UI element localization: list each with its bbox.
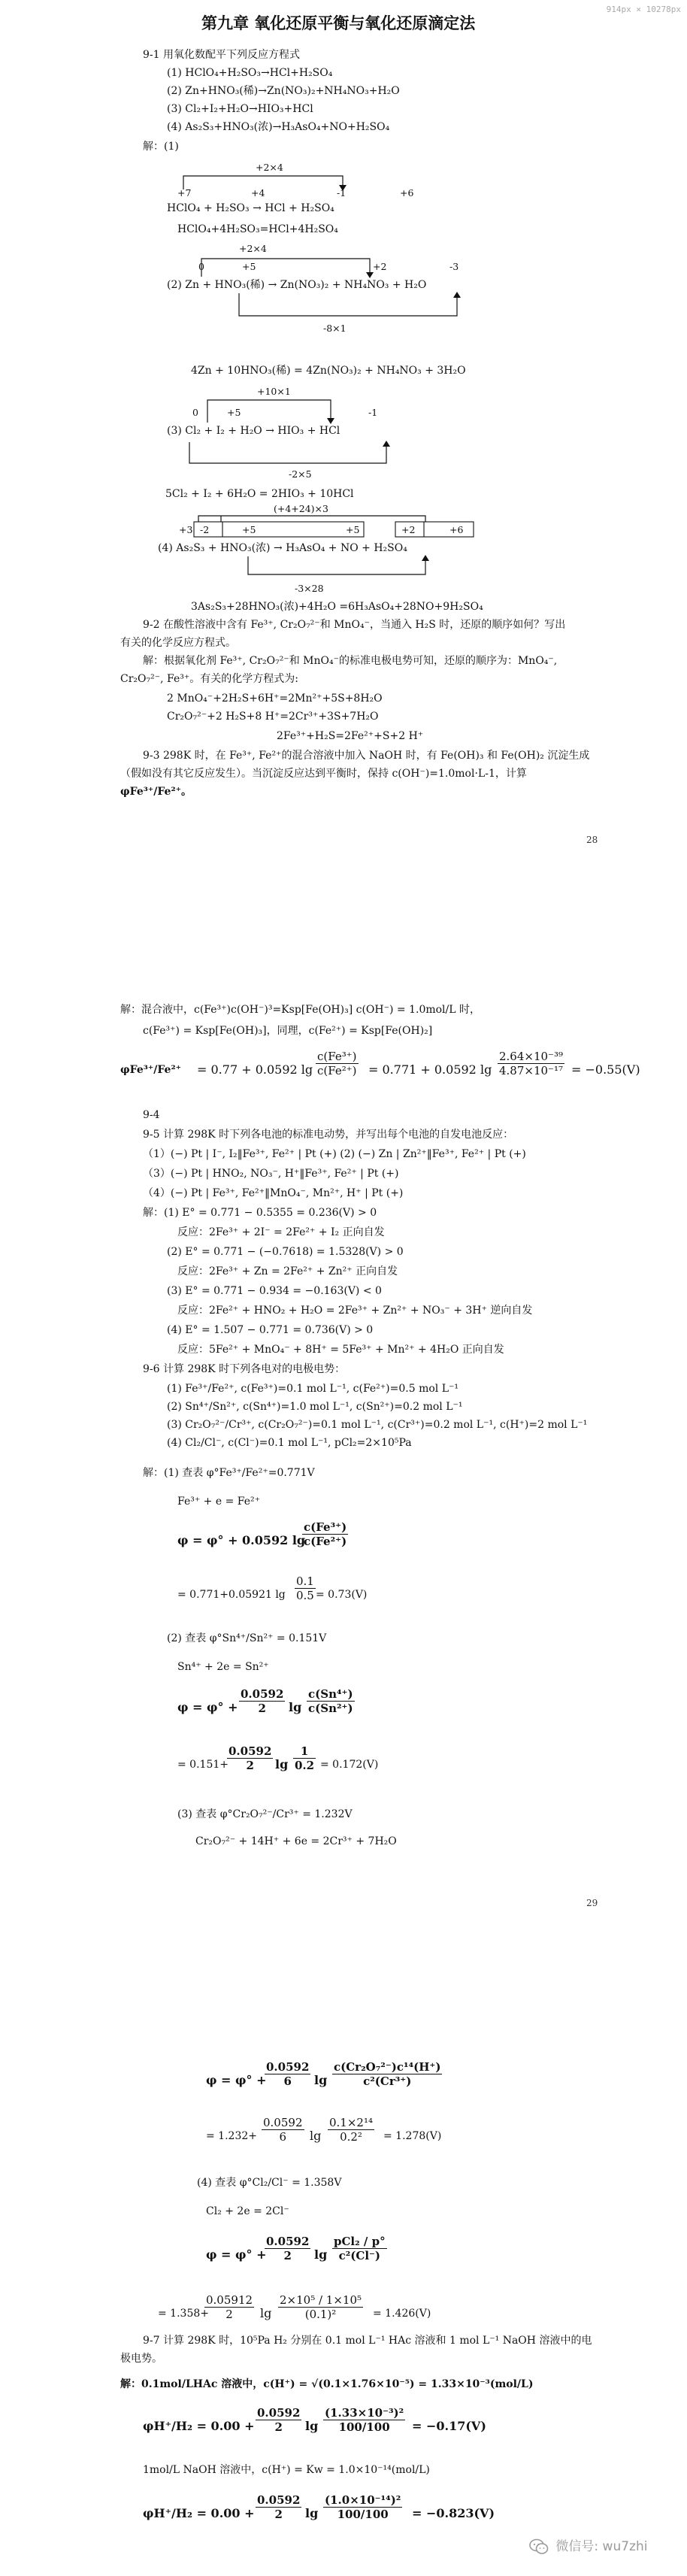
s4-coef-den: 2 [283,2249,292,2262]
e2-ox-3: +2 [373,261,387,272]
q93-line-2: （假如没有其它反应发生）。当沉淀反应达到平衡时，保持 c(OH⁻)=1.0mol·L-1，计算 [120,768,527,780]
sol93-frac-a-num: c(Fe³⁺) [317,1050,357,1063]
page-break-2 [0,1925,687,2038]
q97-p2-coef-den: 2 [274,2508,283,2521]
e4-ox-2: -2 [200,524,210,535]
e3-equation: (3) Cl₂ + I₂ + H₂O → HIO₃ + HCl [167,425,340,437]
e1-equation: HClO₄ + H₂SO₃ → HCl + H₂SO₄ [167,202,334,214]
q92-line-1: 9-2 在酸性溶液中含有 Fe³⁺, Cr₂O₇²⁻和 MnO₄⁻，当通入 H₂S 时，还原的顺序如何？写出 [143,619,566,631]
q91-item-3: (3) Cl₂+I₂+H₂O→HIO₃+HCl [167,103,313,115]
q92-rx-2: Cr₂O₇²⁻+2 H₂S+8 H⁺=2Cr³⁺+3S+7H₂O [167,711,379,723]
sol93-frac-a-den: c(Fe²⁺) [317,1064,357,1077]
q95-rx-2: 反应：2Fe³⁺ + Zn = 2Fe²⁺ + Zn²⁺ 正向自发 [177,1265,398,1277]
s3-lg: lg [314,2073,328,2087]
s4-coef [265,2235,310,2262]
s1-head: 解：(1) 查表 φ°Fe³⁺/Fe²⁺=0.771V [143,1467,315,1479]
q97-p1-coef-den: 2 [274,2420,283,2434]
s3-reaction: Cr₂O₇²⁻ + 14H⁺ + 6e = 2Cr³⁺ + 7H₂O [195,1835,397,1847]
s2-calc-coef-den: 2 [246,1759,254,1772]
s3-calc-den: 0.2² [340,2130,362,2144]
s2-coef-den: 2 [258,1702,266,1715]
e4-bottom-label: -3×28 [295,583,324,594]
s1-reaction: Fe³⁺ + e = Fe²⁺ [177,1496,261,1508]
s1-result: = 0.73(V) [316,1589,368,1601]
page-number-28: 28 [586,835,598,845]
e3-ox-2: +5 [227,407,241,418]
e1-balanced: HClO₄+4H₂SO₃=HCl+4H₂SO₄ [177,223,338,235]
q97-p1-result: = −0.17(V) [412,2419,486,2433]
q96-item-1: (1) Fe³⁺/Fe²⁺, c(Fe³⁺)=0.1 mol L⁻¹, c(Fe²⁺)=0.5 mol L⁻¹ [167,1383,459,1395]
sol93-line-2: c(Fe³⁺) = Ksp[Fe(OH)₃]，同理，c(Fe²⁺) = Ksp[Fe(OH)₂] [143,1025,433,1037]
s3-coef-num: 0.0592 [266,2060,310,2074]
sol93-eq-b: = 0.771 + 0.0592 lg [368,1062,492,1077]
s3-calc-coef-num: 0.0592 [263,2116,303,2129]
e3-ox-3: -1 [368,407,378,418]
q97-p1-coef [256,2406,301,2434]
q97-p1-lg: lg [305,2419,319,2433]
e4-top-label: (+4+24)×3 [274,503,328,514]
s1-calc: = 0.771+0.05921 lg [177,1589,286,1601]
s1-calc-den: 0.5 [296,1589,314,1602]
q92-rx-1: 2 MnO₄⁻+2H₂S+6H⁺=2Mn²⁺+5S+8H₂O [167,692,383,705]
s2-coef-num: 0.0592 [241,1687,284,1701]
e1-top-label: +2×4 [256,162,283,173]
e4-ox-5: +2 [401,524,416,535]
q97-line-1: 9-7 计算 298K 时，10⁵Pa H₂ 分别在 0.1 mol L⁻¹ HAc 溶液和 1 mol L⁻¹ NaOH 溶液中的电 [143,2335,592,2347]
s4-eq: φ = φ° + [206,2247,267,2262]
s4-head: (4) 查表 φ°Cl₂/Cl⁻ = 1.358V [197,2177,342,2189]
s2-calc-coef-num: 0.0592 [228,1744,272,1758]
q97-p1: φH⁺/H₂ = 0.00 + [143,2419,255,2433]
q97-p1-num: (1.33×10⁻³)² [325,2406,404,2420]
e1-ox-1: +7 [177,187,192,199]
e1-ox-4: +6 [400,187,414,199]
s3-result: = 1.278(V) [383,2130,442,2142]
s3-calc: = 1.232+ [206,2130,257,2142]
s2-frac-den: c(Sn²⁺) [308,1702,353,1715]
e2-ox-2: +5 [242,261,256,272]
sol93-eq-c: = −0.55(V) [571,1062,640,1077]
q95-ans-4: (4) E° = 1.507 − 0.771 = 0.736(V) > 0 [167,1324,374,1336]
s2-calc-coef [227,1744,273,1772]
q97-p2-num: (1.0×10⁻¹⁴)² [325,2493,401,2507]
watermark-text: 微信号: wu7zhi [555,2539,648,2554]
s2-calc-num: 1 [293,1744,316,1759]
s3-frac-den: c²(Cr³⁺) [363,2074,412,2088]
s4-calc-num: 2×10⁵ / 1×10⁵ [280,2293,362,2307]
q97-p2-result: = −0.823(V) [412,2506,495,2520]
q92-ans-1: 解：根据氧化剂 Fe³⁺, Cr₂O₇²⁻和 MnO₄⁻的标准电极电势可知，还原的顺序为：MnO₄⁻, [143,655,558,667]
s3-frac-num: c(Cr₂O₇²⁻)c¹⁴(H⁺) [334,2060,441,2074]
s2-eq: φ = φ° + [177,1700,238,1714]
q91-item-4: (4) As₂S₃+HNO₃(浓)→H₃AsO₄+NO+H₂SO₄ [167,121,390,133]
dimension-label: 914px × 10278px [606,5,681,14]
q96-head: 9-6 计算 298K 时下列各电对的电极电势： [143,1363,346,1375]
e4-ox-3: +5 [242,524,256,535]
sol93-frac-b-den: 4.87×10⁻¹⁷ [499,1064,563,1077]
q95-ans-2: (2) E° = 0.771 − (−0.7618) = 1.5328(V) > 0 [167,1246,404,1258]
q95-cell-1-2: （1）(−) Pt | I⁻, I₂‖Fe³⁺, Fe²⁺ | Pt (+) (2) (−) Zn | Zn²⁺‖Fe³⁺, Fe²⁺ | Pt (+) [143,1148,526,1160]
wechat-watermark [529,2535,647,2555]
s3-calc-num: 0.1×2¹⁴ [329,2116,373,2129]
s3-coef-den: 6 [283,2074,292,2088]
s1-frac [302,1520,348,1548]
q97-p2: φH⁺/H₂ = 0.00 + [143,2506,255,2520]
s4-calc-coef [204,2293,254,2321]
s4-calc-coef-den: 2 [225,2308,233,2321]
q95-cell-3: （3）(−) Pt | HNO₂, NO₃⁻, H⁺‖Fe³⁺, Fe²⁺ | Pt (+) [143,1168,399,1180]
s2-calc-frac [293,1744,316,1772]
s4-frac-den: c²(Cl⁻) [338,2249,381,2262]
q97-ans-2: 1mol/L NaOH 溶液中，c(H⁺) = Kw = 1.0×10⁻¹⁴(mol/L) [143,2464,430,2476]
page-number-29: 29 [586,1898,598,1908]
s4-calc-coef-num: 0.05912 [206,2293,253,2307]
e2-balanced: 4Zn + 10HNO₃(稀) = 4Zn(NO₃)₂ + NH₄NO₃ + 3H₂O [191,365,466,377]
s4-reaction: Cl₂ + 2e = 2Cl⁻ [206,2205,289,2217]
s4-lg: lg [314,2247,328,2262]
q96-item-3: (3) Cr₂O₇²⁻/Cr³⁺, c(Cr₂O₇²⁻)=0.1 mol L⁻¹, c(Cr³⁺)=0.2 mol L⁻¹, c(H⁺)=2 mol L⁻¹ [167,1419,588,1431]
s2-frac-num: c(Sn⁴⁺) [308,1687,353,1701]
s1-frac-den: c(Fe²⁺) [304,1535,347,1548]
q91-item-1: (1) HClO₄+H₂SO₃→HCl+H₂SO₄ [167,67,333,79]
q91-head: 9-1 用氧化数配平下列反应方程式 [143,49,300,61]
q97-p1-coef-num: 0.0592 [257,2406,301,2420]
page-break-1 [0,857,687,985]
sol93-frac-b-num: 2.64×10⁻³⁹ [499,1050,563,1063]
s1-calc-frac [295,1574,316,1602]
s2-head: (2) 查表 φ°Sn⁴⁺/Sn²⁺ = 0.151V [167,1632,327,1644]
q95-cell-4: （4）(−) Pt | Fe³⁺, Fe²⁺‖MnO₄⁻, Mn²⁺, H⁺ | Pt (+) [143,1187,404,1199]
sol93-line-1: 解：混合液中，c(Fe³⁺)c(OH⁻)³=Ksp[Fe(OH)₃] c(OH⁻) = 1.0mol/L 时， [120,1004,481,1016]
e2-ox-4: -3 [449,261,459,272]
s2-calc-den: 0.2 [295,1759,315,1772]
q95-head: 9-5 计算 298K 时下列各电池的标准电动势，并写出每个电池的自发电池反应： [143,1129,514,1141]
q97-line-2: 极电势。 [120,2353,162,2365]
s1-eq: φ = φ° + 0.0592 lg [177,1533,306,1547]
s2-calc: = 0.151+ [177,1759,228,1771]
s4-calc-den: (0.1)² [304,2308,337,2321]
s3-frac [332,2060,442,2088]
s2-frac [307,1687,355,1715]
q95-ans-3: (3) E° = 0.771 − 0.934 = −0.163(V) < 0 [167,1285,382,1297]
e4-ox-6: +6 [449,524,464,535]
s1-calc-num: 0.1 [296,1574,314,1588]
e3-top-label: +10×1 [257,386,291,397]
q97-ans-1: 解：0.1mol/LHAc 溶液中，c(H⁺) = √(0.1×1.76×10⁻⁵) = 1.33×10⁻³(mol/L) [120,2378,534,2390]
e3-electron-arrows [0,395,687,478]
q97-p2-frac [323,2493,402,2521]
q97-p2-lg: lg [305,2506,319,2520]
s2-lg: lg [289,1700,302,1714]
s4-frac-num: pCl₂ / p° [334,2235,386,2248]
s2-reaction: Sn⁴⁺ + 2e = Sn²⁺ [177,1661,269,1673]
s3-calc-frac [328,2116,374,2144]
q97-p1-frac [323,2406,405,2434]
s2-calc-lg: lg [275,1757,289,1771]
e1-ox-2: +4 [251,187,265,199]
q92-line-2: 有关的化学反应方程式。 [120,637,236,649]
sol93-phi: φFe³⁺/Fe²⁺ [120,1064,181,1076]
q93-line-1: 9-3 298K 时，在 Fe³⁺, Fe²⁺的混合溶液中加入 NaOH 时，有 Fe(OH)₃ 和 Fe(OH)₂ 沉淀生成 [143,750,590,762]
q91-item-2: (2) Zn+HNO₃(稀)→Zn(NO₃)₂+NH₄NO₃+H₂O [167,85,400,97]
sol93-frac-b [498,1050,564,1077]
e3-ox-1: 0 [192,407,198,418]
wechat-icon [529,2538,549,2555]
e2-equation: (2) Zn + HNO₃(稀) → Zn(NO₃)₂ + NH₄NO₃ + H₂O [167,279,427,291]
s3-eq: φ = φ° + [206,2073,267,2087]
s4-calc-lg: lg [260,2306,272,2320]
q95-rx-1: 反应：2Fe³⁺ + 2I⁻ = 2Fe²⁺ + I₂ 正向自发 [177,1226,385,1238]
q96-item-4: (4) Cl₂/Cl⁻, c(Cl⁻)=0.1 mol L⁻¹, pCl₂=2×10⁵Pa [167,1437,412,1449]
s4-result: = 1.426(V) [373,2308,431,2320]
q97-p2-coef-num: 0.0592 [257,2493,301,2507]
s4-coef-num: 0.0592 [266,2235,310,2248]
sol93-eq-a: = 0.77 + 0.0592 lg [197,1062,313,1077]
q95-ans-1: 解：(1) E° = 0.771 − 0.5355 = 0.236(V) > 0 [143,1207,377,1219]
q97-p2-coef [256,2493,301,2521]
q95-rx-4: 反应：5Fe²⁺ + MnO₄⁻ + 8H⁺ = 5Fe³⁺ + Mn²⁺ + 4H₂O 正向自发 [177,1344,504,1356]
s4-calc-frac [278,2293,363,2321]
e3-bottom-label: -2×5 [289,468,312,480]
q92-rx-3: 2Fe³⁺+H₂S=2Fe²⁺+S+2 H⁺ [277,730,424,742]
e4-balanced: 3As₂S₃+28HNO₃(浓)+4H₂O =6H₃AsO₄+28NO+9H₂SO₄ [191,601,483,613]
s1-frac-num: c(Fe³⁺) [304,1520,347,1534]
q91-answer-label: 解：(1) [143,141,179,153]
q92-ans-2: Cr₂O₇²⁻, Fe³⁺。有关的化学方程式为: [120,673,298,685]
q96-item-2: (2) Sn⁴⁺/Sn²⁺, c(Sn⁴⁺)=1.0 mol L⁻¹, c(Sn²⁺)=0.2 mol L⁻¹ [167,1401,463,1413]
e4-equation: (4) As₂S₃ + HNO₃(浓) → H₃AsO₄ + NO + H₂SO₄ [158,542,407,554]
e2-ox-1: 0 [198,261,204,272]
s4-calc: = 1.358+ [158,2308,209,2320]
e1-ox-3: -1 [337,187,347,199]
e2-bottom-label: -8×1 [323,323,347,334]
sol93-frac-a [316,1050,359,1077]
e4-ox-4: +5 [346,524,360,535]
s3-calc-lg: lg [310,2129,322,2143]
q95-rx-3: 反应：2Fe²⁺ + HNO₂ + H₂O = 2Fe³⁺ + Zn²⁺ + NO₃⁻ + 3H⁺ 逆向自发 [177,1305,533,1317]
s3-calc-coef-den: 6 [279,2130,287,2144]
s2-coef [239,1687,285,1715]
s3-coef [265,2060,310,2088]
q97-p2-den: 100/100 [337,2508,389,2521]
s3-calc-coef [262,2116,304,2144]
s4-frac [332,2235,387,2262]
e3-balanced: 5Cl₂ + I₂ + 6H₂O = 2HIO₃ + 10HCl [165,488,354,500]
s3-head: (3) 查表 φ°Cr₂O₇²⁻/Cr³⁺ = 1.232V [177,1808,353,1820]
q93-line-3: φFe³⁺/Fe²⁺。 [120,786,192,798]
e4-ox-1: +3 [179,524,193,535]
q94-head: 9-4 [143,1109,160,1121]
q97-p1-den: 100/100 [338,2420,390,2434]
e2-top-label: +2×4 [239,243,267,254]
s2-result: = 0.172(V) [320,1759,379,1771]
chapter-title: 第九章 氧化还原平衡与氧化还原滴定法 [201,14,476,32]
